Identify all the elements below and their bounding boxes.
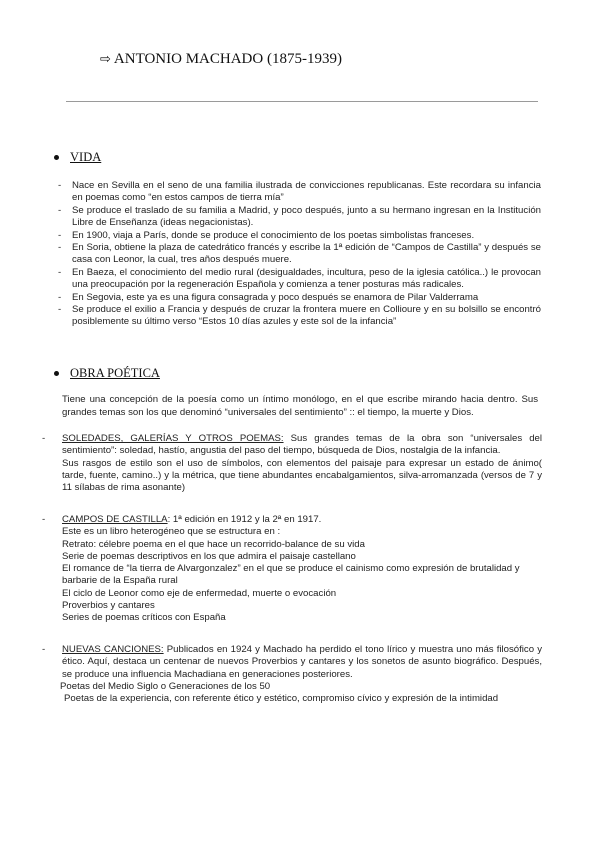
dash-marker: - <box>42 514 46 525</box>
soledades-style-paragraph: Sus rasgos de estilo son el uso de símbolos, con elementos del paisaje para expresar un estado de ánimo( tarde, fuente, camino..) y la métrica, que tiene abundantes encabalgamientos, silva-arromanzada (versos de 7 y 11 sílabas de rima asonante) <box>62 457 542 494</box>
soledades-label: SOLEDADES, GALERÍAS Y OTROS POEMAS: <box>62 433 284 444</box>
campos-label: CAMPOS DE CASTILLA <box>62 514 168 525</box>
nuevas-line: Poetas del Medio Siglo o Generaciones de los 50 <box>60 680 271 692</box>
list-item <box>58 304 541 329</box>
campos-line: Este es un libro heterogéneo que se estructura en : <box>62 526 281 538</box>
list-item <box>58 230 541 242</box>
campos-text: : 1ª edición en 1912 y la 2ª en 1917. <box>167 514 322 525</box>
bullet-icon <box>54 371 59 376</box>
section-heading-text: OBRA POÉTICA <box>70 366 160 380</box>
nuevas-text: Publicados en 1924 y Machado ha perdido el tono lírico y muestra uno más filosófico y ético. Aquí, destaca un centenar de nuevos Proverbios y cantares y los sonetos de asunto biográfico. Después, se produce una influencia Machadiana en generaciones posteriores. <box>62 644 543 680</box>
list-item <box>58 292 541 304</box>
list-item-text: Nace en Sevilla en el seno de una familia ilustrada de convicciones republicanas. Este recordara su infancia en poemas como “en estos campos de tierra mía” <box>72 180 541 204</box>
list-item-text: En Segovia, este ya es una figura consagrada y poco después se enamora de Pilar Valderrama <box>72 291 479 303</box>
section-heading-obra-poetica <box>54 366 160 381</box>
dash-marker: - <box>58 266 62 278</box>
campos-heading-line <box>62 514 542 526</box>
campos-line: Series de poemas críticos con España <box>62 612 226 624</box>
dash-marker: - <box>42 433 46 444</box>
nuevas-label: NUEVAS CANCIONES: <box>62 644 164 655</box>
soledades-text: Sus grandes temas de la obra son “universales del sentimiento”: soledad, hastío, angustia del paso del tiempo, búsqueda de Dios, nostalgia de la infancia. <box>62 433 543 457</box>
section-soledades <box>42 433 542 494</box>
dash-marker: - <box>58 291 62 303</box>
dash-marker: - <box>58 204 62 216</box>
list-item <box>58 267 541 292</box>
bullet-icon <box>54 155 59 160</box>
dash-marker: - <box>58 242 62 254</box>
list-item-text: Se produce el exilio a Francia y después de cruzar la frontera muere en Collioure y en su bolsillo se encontró posiblemente su último verso “Estos 10 días azules y este sol de la infancia” <box>72 304 541 328</box>
dash-marker: - <box>58 229 62 241</box>
campos-line: Serie de poemas descriptivos en los que admira el paisaje castellano <box>62 550 356 562</box>
list-item-text: En 1900, viaja a París, donde se produce el conocimiento de los poetas simbolistas franceses. <box>72 229 475 241</box>
list-item <box>58 180 541 205</box>
arrow-right-icon: ⇨ <box>100 52 111 67</box>
obra-intro-paragraph: Tiene una concepción de la poesía como un íntimo monólogo, en el que escribe mirando hacia dentro. Sus grandes temas son los que denominó “universales del sentimiento” :: el tiempo, la muerte y Dios. <box>62 394 538 418</box>
section-campos-de-castilla <box>42 514 542 625</box>
list-item <box>58 205 541 230</box>
vida-list <box>58 180 541 329</box>
list-item-text: Se produce el traslado de su familia a Madrid, y poco después, junto a su hermano ingresan en la Institución Libre de Enseñanza (ideas negacionistas). <box>72 204 541 229</box>
dash-marker: - <box>58 304 62 316</box>
section-heading-vida <box>54 150 101 165</box>
nuevas-paragraph <box>62 644 542 681</box>
horizontal-divider <box>66 101 538 102</box>
dash-marker: - <box>58 180 62 191</box>
section-nuevas-canciones <box>42 644 542 705</box>
list-item-text: En Baeza, el conocimiento del medio rural (desigualdades, incultura, peso de la iglesia católica..) le provocan una preocupación por la regeneración Española y comienza a tener posturas más radicales. <box>72 266 541 291</box>
list-item <box>58 242 541 267</box>
dash-marker: - <box>42 644 46 655</box>
page-title <box>100 51 342 68</box>
section-heading-text: VIDA <box>70 150 102 164</box>
soledades-paragraph <box>62 433 542 458</box>
nuevas-line: Poetas de la experiencia, con referente ético y estético, compromiso cívico y expresión de la intimidad <box>64 693 499 705</box>
campos-line: Proverbios y cantares <box>62 600 155 612</box>
campos-line: El ciclo de Leonor como eje de enfermedad, muerte o evocación <box>62 587 337 599</box>
title-text: ANTONIO MACHADO (1875-1939) <box>113 51 342 67</box>
campos-line: El romance de “la tierra de Alvargonzalez” en el que se produce el cainismo como expresión de brutalidad y barbarie de la España rural <box>62 563 520 587</box>
campos-line: Retrato: célebre poema en el que hace un recorrido-balance de su vida <box>62 538 365 550</box>
list-item-text: En Soria, obtiene la plaza de catedrático francés y escribe la 1ª edición de “Campos de Castilla” y después se casa con Leonor, la cual, tres años después muere. <box>72 242 541 266</box>
